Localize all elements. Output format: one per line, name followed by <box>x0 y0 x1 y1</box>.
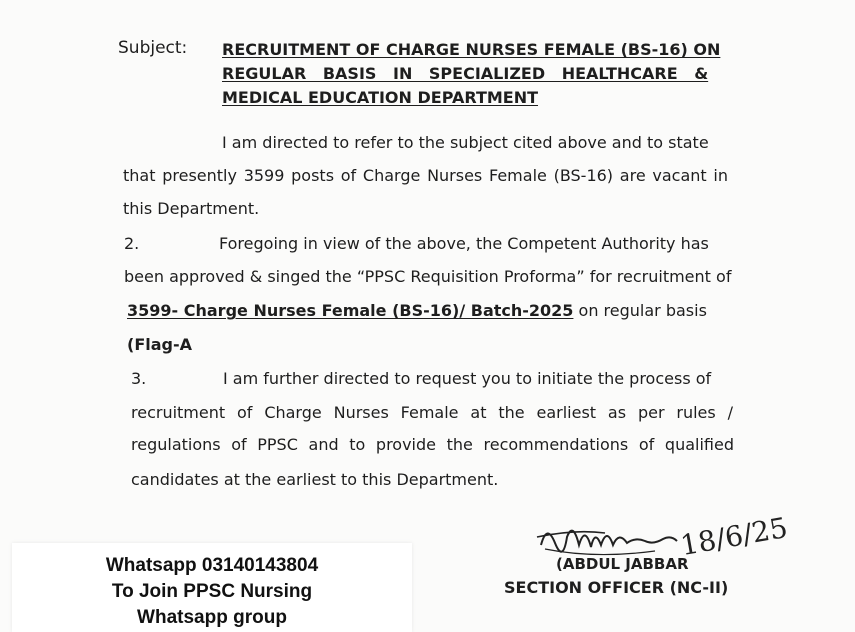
para2-line-1: Foregoing in view of the above, the Competent Authority has <box>219 234 709 253</box>
subject-line-1: RECRUITMENT OF CHARGE NURSES FEMALE (BS-16) ON <box>222 40 721 59</box>
subject-line-2: REGULAR BASIS IN SPECIALIZED HEALTHCARE & <box>222 64 709 83</box>
para3-line-4: candidates at the earliest to this Department. <box>131 470 499 489</box>
subject-line-3: MEDICAL EDUCATION DEPARTMENT <box>222 88 539 107</box>
flag-label: (Flag-A <box>127 335 192 354</box>
promo-line-3: Whatsapp group <box>137 607 287 628</box>
signature-date: 18/6/25 <box>677 510 790 563</box>
batch-highlight: 3599- Charge Nurses Female (BS-16)/ Batch-2025 <box>127 301 574 320</box>
para3-line-1: I am further directed to request you to initiate the process of <box>223 369 712 388</box>
para2-number: 2. <box>124 234 140 253</box>
para2-line-3 <box>127 301 707 320</box>
para1-line-2: that presently 3599 posts of Charge Nurses Female (BS-16) are vacant in <box>123 166 728 185</box>
para3-line-2: recruitment of Charge Nurses Female at the earliest as per rules / <box>131 403 733 422</box>
whatsapp-promo-box <box>12 543 412 632</box>
para2-line-3-rest: on regular basis <box>573 301 707 320</box>
promo-line-2: To Join PPSC Nursing <box>111 581 313 602</box>
para3-number: 3. <box>131 369 147 388</box>
subject-label: Subject: <box>118 38 188 58</box>
promo-line-1: Whatsapp 03140143804 <box>105 555 319 576</box>
signatory-title: SECTION OFFICER (NC-II) <box>504 578 729 597</box>
para3-line-3: regulations of PPSC and to provide the recommendations of qualified <box>131 435 734 454</box>
para2-line-2: been approved & singed the “PPSC Requisition Proforma” for recruitment of <box>124 267 732 286</box>
para1-line-1: I am directed to refer to the subject cited above and to state <box>222 133 709 152</box>
signatory-name: (ABDUL JABBAR <box>556 555 689 573</box>
para1-line-3: this Department. <box>123 199 260 218</box>
